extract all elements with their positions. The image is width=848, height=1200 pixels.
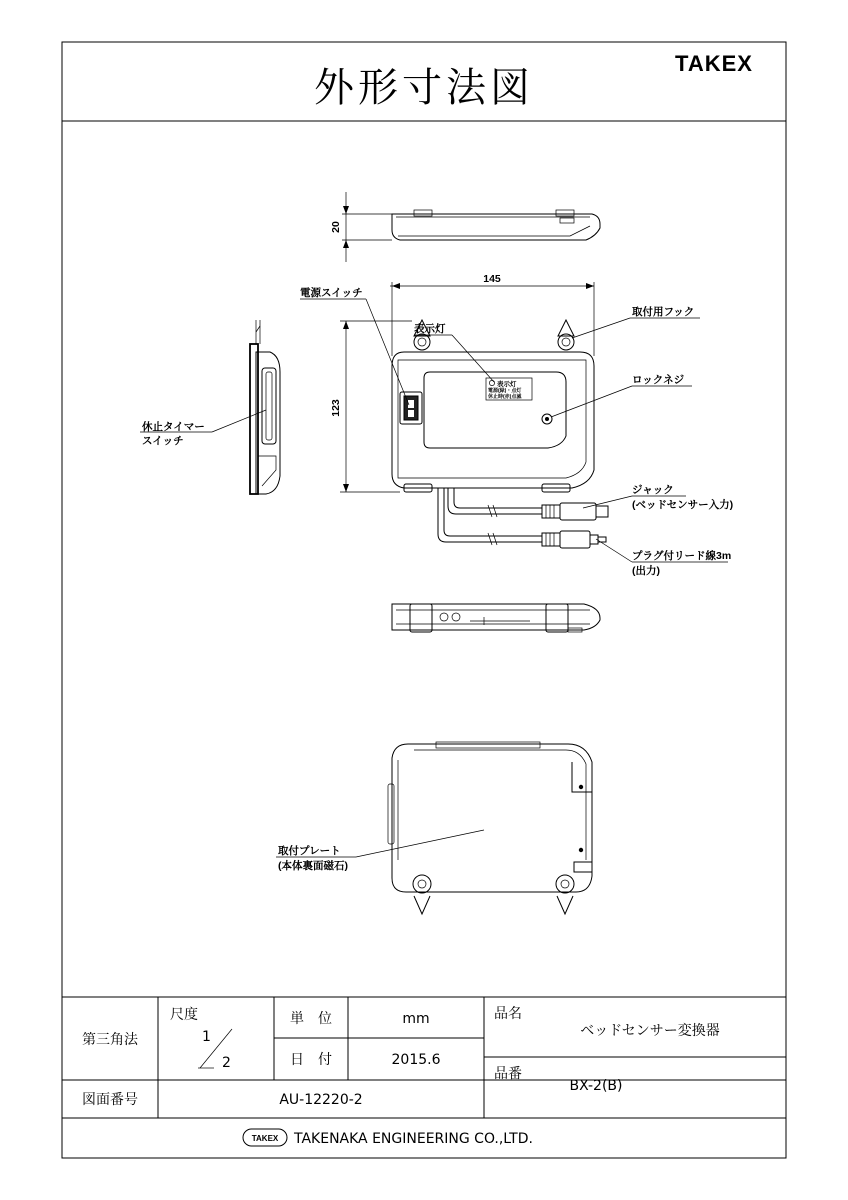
- panel-line-2: 休止時(赤)点滅: [488, 394, 522, 400]
- dim-height-front: 123: [330, 399, 342, 417]
- sheet-border: [62, 42, 786, 1158]
- label-jack-1: ジャック: [632, 484, 674, 496]
- company-badge: TAKEX: [251, 1134, 279, 1143]
- front-view: [392, 320, 594, 492]
- tb-product-name-value: ベッドセンサー変換器: [580, 1023, 720, 1039]
- tb-drawing-no-label: 図面番号: [82, 1092, 138, 1108]
- label-power-switch: 電源スイッチ: [300, 287, 363, 299]
- label-plate-2: (本体裏面磁石): [278, 860, 348, 872]
- tb-scale-num: 1: [202, 1029, 211, 1045]
- label-mount-hook: 取付用フック: [632, 306, 695, 318]
- tb-date-label: 日 付: [290, 1052, 332, 1068]
- brand-logo: TAKEX: [675, 51, 753, 76]
- side-view-top: [342, 192, 600, 262]
- tb-unit-value: mm: [402, 1011, 430, 1027]
- label-pause-timer-2: スイッチ: [142, 435, 184, 447]
- tb-product-no-value: BX-2(B): [569, 1078, 623, 1094]
- tb-date-value: 2015.6: [391, 1052, 441, 1068]
- label-plug-1: プラグ付リード線3m: [632, 550, 732, 562]
- tb-scale-den: 2: [222, 1055, 231, 1071]
- bottom-view: [392, 604, 600, 632]
- panel-line-1: 電源(緑)・点灯: [488, 388, 522, 394]
- tb-product-no-label: 品番: [494, 1066, 522, 1082]
- label-pause-timer-1: 休止タイマー: [142, 421, 205, 433]
- label-jack-2: (ベッドセンサー入力): [632, 499, 734, 511]
- company-name: TAKENAKA ENGINEERING CO.,LTD.: [294, 1131, 533, 1147]
- tb-unit-label: 単 位: [290, 1011, 332, 1027]
- tb-drawing-no-value: AU-12220-2: [279, 1092, 363, 1108]
- dim-height-lines: [340, 321, 412, 492]
- side-view-left: [250, 320, 280, 494]
- label-lock-screw: ロックネジ: [632, 374, 685, 386]
- label-plug-2: (出力): [632, 565, 660, 577]
- dim-height-side: 20: [330, 221, 342, 233]
- cables: [438, 488, 608, 548]
- panel-indicator-label: 表示灯: [497, 380, 517, 388]
- drawing-title: 外形寸法図: [314, 65, 534, 111]
- tb-product-name-label: 品名: [494, 1006, 522, 1022]
- tb-scale-label: 尺度: [170, 1007, 198, 1023]
- label-indicator: 表示灯: [414, 323, 446, 335]
- dim-width: 145: [483, 273, 501, 285]
- mount-plate-view: [388, 742, 592, 914]
- label-plate-1: 取付プレート: [278, 845, 341, 857]
- tb-projection: 第三角法: [82, 1032, 138, 1048]
